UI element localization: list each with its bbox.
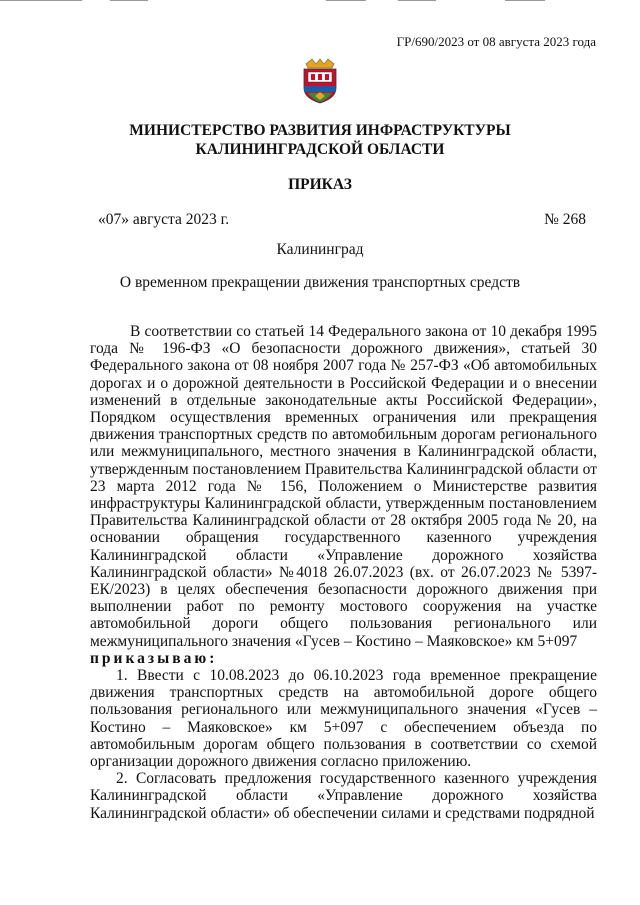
item-2-paragraph: 2. Согласовать предложения государственного казенного учреждения Калининградской области «Управление дорожного хозяйства Калининградской области» об обеспечении силами и средствами подрядной bbox=[90, 770, 597, 822]
order-subject: О временном прекращении движения транспортных средств bbox=[119, 274, 521, 291]
top-edge-line bbox=[398, 0, 436, 1]
order-word: приказываю: bbox=[90, 649, 218, 667]
item-1-paragraph: 1. Ввести с 10.08.2023 до 06.10.2023 года временное прекращение движения транспортных средств на автомобильной дороге общего пользования регионального или межмуниципального значения «Гусев – Костино – Маяковское» км 5+097 с обеспечением объезда по автомобильным дорогам общего пользования в соответствии со схемой организации дорожного движения согласно приложению. bbox=[90, 667, 597, 771]
order-date: «07» августа 2023 г. bbox=[98, 211, 230, 228]
city: Калининград bbox=[276, 241, 364, 258]
kaliningrad-coat-of-arms-icon bbox=[298, 58, 342, 109]
document-reference: ГР/690/2023 от 08 августа 2023 года bbox=[396, 34, 596, 49]
top-edge-line bbox=[0, 0, 82, 1]
ministry-name-line1: МИНИСТЕРСТВО РАЗВИТИЯ ИНФРАСТРУКТУРЫ bbox=[129, 122, 511, 139]
order-number: № 268 bbox=[544, 211, 586, 228]
top-edge-line bbox=[110, 0, 148, 1]
top-edge-line bbox=[326, 0, 366, 1]
order-body bbox=[90, 323, 597, 822]
top-edge-line bbox=[505, 0, 545, 1]
ministry-name bbox=[0, 121, 640, 159]
order-title: ПРИКАЗ bbox=[288, 176, 352, 193]
preamble-paragraph: В соответствии со статьей 14 Федерального закона от 10 декабря 1995 года № 196-ФЗ «О безопасности дорожного движения», статьей 30 Федерального закона от 08 ноября 2007 года № 257-ФЗ «Об автомобильных дорогах и о дорожной деятельности в Российской Федерации и о внесении изменений в отдельные законодательные акты Российской Федерации», Порядком осуществления временных ограничения или прекращения движения транспортных средств по автомобильным дорогам регионального или межмуниципального, местного значения в Калининградской области, утвержденным постановлением Правительства Калининградской области от 23 марта 2012 года № 156, Положением о Министерстве развития инфраструктуры Калининградской области, утвержденным постановлением Правительства Калининградской области от 28 октября 2005 года № 20, на основании обращения государственного казенного учреждения Калининградской области «Управление дорожного хозяйства Калининградской области» №4018 26.07.2023 (вх. от 26.07.2023 № 5397-ЕК/2023) в целях обеспечения безопасности дорожного движения при выполнении работ по ремонту мостового сооружения на участке автомобильной дороги общего пользования регионального или межмуниципального значения «Гусев – Костино – Маяковское» км 5+097 bbox=[90, 323, 597, 650]
ministry-name-line2: КАЛИНИНГРАДСКОЙ ОБЛАСТИ bbox=[195, 141, 445, 158]
